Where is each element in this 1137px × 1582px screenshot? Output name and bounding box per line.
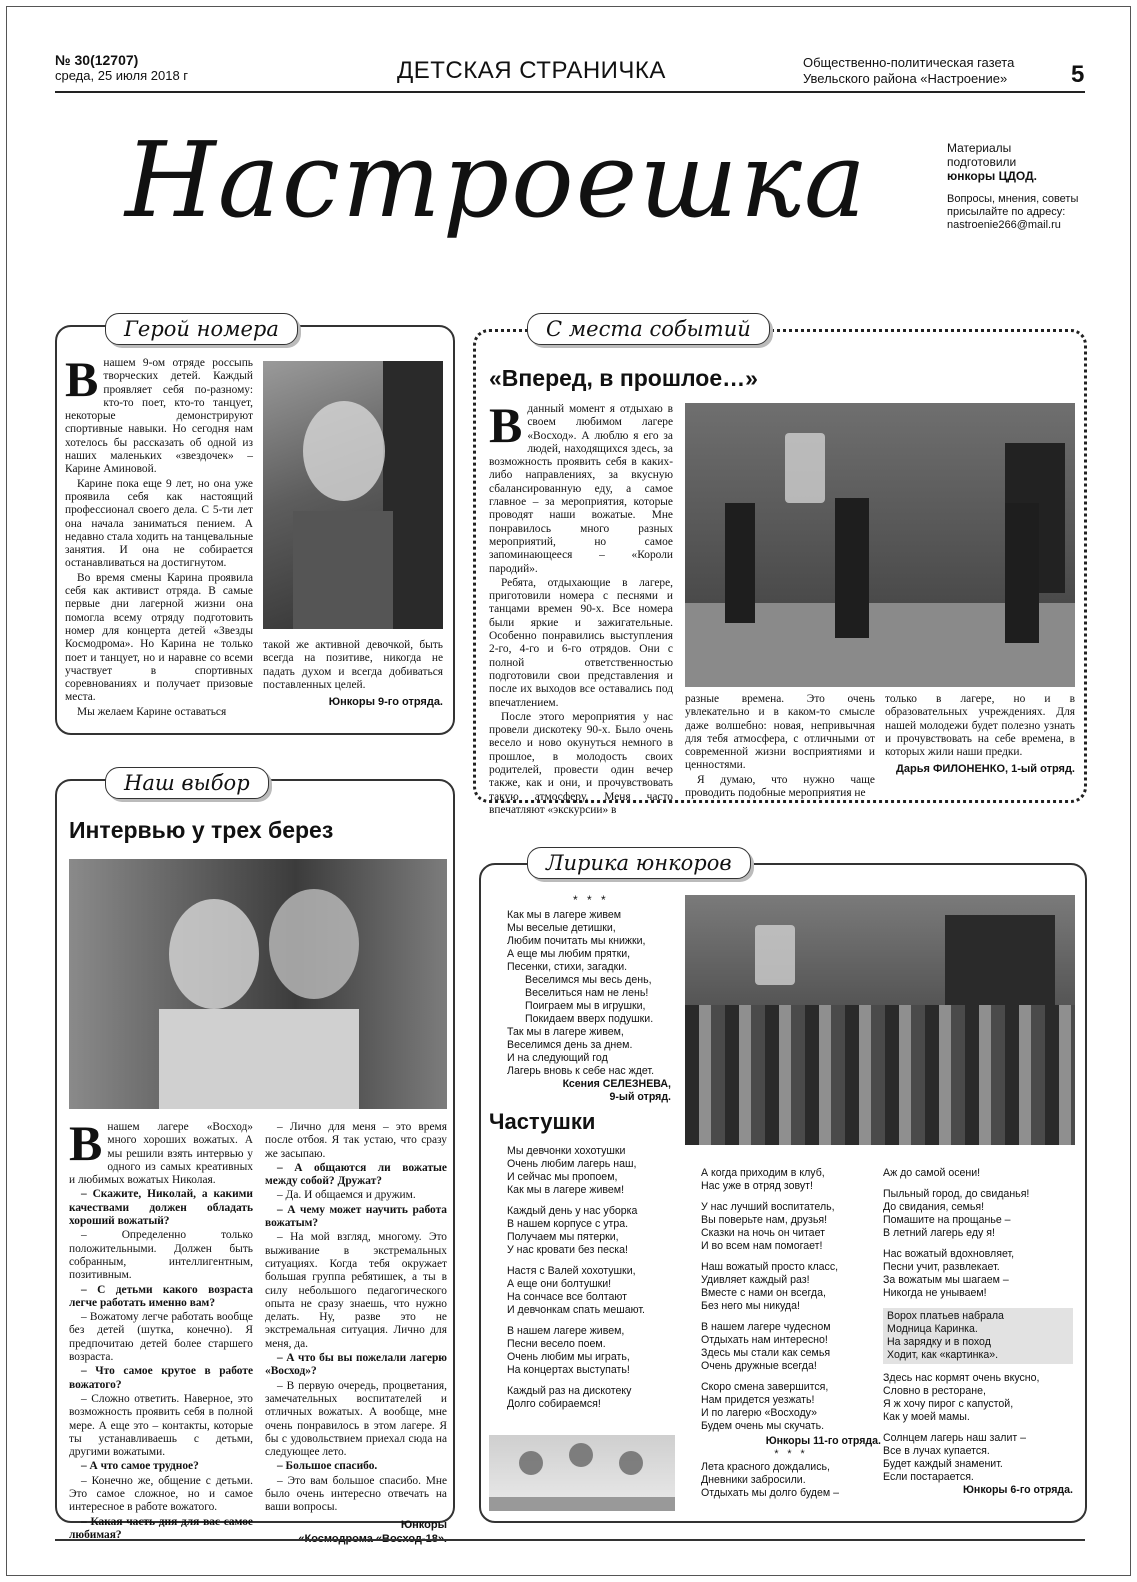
poem-block <box>507 909 671 1104</box>
interview-question-6: – А общаются ли вожатые между собой? Дружат? <box>265 1161 447 1188</box>
issue-date: среда, 25 июля 2018 г <box>55 68 189 83</box>
poem-stanza-2 <box>507 974 671 1026</box>
poem-line: За вожатым мы шагаем – <box>883 1274 1009 1286</box>
ask-line-2: присылайте по адресу: <box>947 206 1066 218</box>
credits-line-1: Материалы <box>947 141 1012 155</box>
stanza <box>507 1205 687 1257</box>
poem-line: Здесь нас кормят очень вкусно, <box>883 1372 1040 1384</box>
poem-line: Каждый день у нас уборка <box>507 1205 638 1217</box>
interview-photo <box>69 859 447 1109</box>
poem-line: Все в лучах купается. <box>883 1445 990 1457</box>
issue-number: № 30(12707) <box>55 52 139 68</box>
event-text-col-2 <box>685 693 875 801</box>
ask-line-1: Вопросы, мнения, советы <box>947 193 1079 205</box>
header-divider <box>55 91 1085 93</box>
interview-answer-8: – В первую очередь, процветания, замечательных воспитателей и отличных вожатых. А вообще, мне очень понравилось в этом лагере. Я бы с удовольствием приехал сюда на следующее лето. <box>265 1379 447 1459</box>
hero-paragraph-3: Во время смены Карина проявила себя как активист отряда. В самые первые дни лагерной жизни она помогла всему отряду подготовить номер для концерта детей «Звезды Космодрома». Но Карина не только поет и танцует, но и наравне со всеми участвует в спортивных соревнованиях и получает призовые места. <box>65 571 253 704</box>
event-paragraph-5: Я думаю, что нужно чаще проводить подобные мероприятия не <box>685 773 875 800</box>
poem-line: Веселимся день за днем. <box>507 1039 633 1051</box>
stanza <box>507 1325 687 1377</box>
poem-signature-1: Ксения СЕЛЕЗНЕВА, <box>562 1078 671 1090</box>
poem-line: И сейчас мы пропоем, <box>507 1171 618 1183</box>
interview-answer-3: – Сложно ответить. Наверное, это возможность проявить себя в полной мере. А еще это – контакты, которые ты устанавливаешь с детьми, другими вожатыми. <box>69 1392 253 1459</box>
poem-line: Так мы в лагере живем, <box>507 1026 624 1038</box>
interview-intro: нашем лагере «Восход» много хороших вожатых. А мы решили взять интервью у одного из самых креативных и любимых вожатых Николая. <box>69 1121 253 1187</box>
interview-signature-2: «Космодрома «Восход-18». <box>298 1532 447 1545</box>
chastushki-col-3 <box>883 1167 1073 1497</box>
newspaper-page <box>6 6 1131 1576</box>
hero-signature: Юнкоры 9-го отряда. <box>328 696 443 709</box>
poem-line: В нашем лагере живем, <box>507 1325 625 1337</box>
event-paragraph-3: После этого мероприятия у нас провели дискотеку 90-х. Было очень весело и ново окунуться немного в прошлое, в молодость своих родителей, провести один вечер также, как и они, и прочувствовать такую атмосферу. Меня часто впечатляют «экскурсии» в <box>489 710 673 816</box>
poem-line: Каждый раз на дискотеку <box>507 1385 632 1397</box>
drop-cap: В <box>489 397 523 453</box>
poem-line: У нас кровати без песка! <box>507 1244 628 1256</box>
poem-line: В нашем корпусе с утра. <box>507 1218 629 1230</box>
poem-line: Наш вожатый просто класс, <box>701 1261 839 1273</box>
stanza <box>701 1261 881 1313</box>
hero-paragraph-5: такой же активной девочкой, быть всегда на позитиве, никогда не падать духом и всегда добиваться поставленных целей. <box>263 639 443 691</box>
poem-line: Очень дружные всегда! <box>701 1360 817 1372</box>
stanza <box>507 1145 687 1197</box>
interview-answer-1: – Определенно только положительными. Должен быть собранным, интеллигентным, позитивным. <box>69 1229 253 1282</box>
poem-line: Ворох платьев набрала <box>887 1310 1004 1322</box>
interview-text-col-1 <box>69 1115 253 1543</box>
stanza <box>701 1321 881 1373</box>
poem-line: До свидания, семья! <box>883 1201 985 1213</box>
stanza <box>883 1432 1073 1484</box>
stanza <box>883 1167 1073 1180</box>
poem-line: На концертах выступать! <box>507 1364 630 1376</box>
chastushki-signature-6: Юнкоры 6-го отряда. <box>963 1484 1073 1496</box>
poem-line: Лета красного дождались, <box>701 1461 830 1473</box>
poem-stanza-1 <box>507 909 671 974</box>
stanza <box>507 1265 687 1317</box>
poem-line: Долго собираемся! <box>507 1398 601 1410</box>
poem-line: Скоро смена завершится, <box>701 1381 829 1393</box>
hero-paragraph-1: нашем 9-ом отряде россыпь творческих детей. Каждый проявляет себя по-разному: кто-то поет, кто-то танцует, некоторые демонстрируют спортивные навыки. Но сегодня нам хотелось бы рассказать об одной из наших маленьких «звездочек» – Карине Аминовой. <box>65 357 253 476</box>
interview-tag: Наш выбор <box>105 767 269 799</box>
poem-line: Как у моей мамы. <box>883 1411 970 1423</box>
credits-line-3: юнкоры ЦДОД. <box>947 169 1037 183</box>
hero-paragraph-2: Карине пока еще 9 лет, но она уже проявила себя как настоящий профессионал своего дела. С 5-ти лет она начала заниматься пением. А недавно стала ходить на танцевальные занятия. И она не собирается останавливаться на достигнутом. <box>65 477 253 570</box>
event-text-col-3 <box>885 693 1075 778</box>
poem-line: На зарядку и в поход <box>887 1336 991 1348</box>
interview-question-5: – Какая часть дня для вас самое любимая? <box>69 1515 253 1541</box>
poem-line: В нашем лагере чудесном <box>701 1321 831 1333</box>
page-number: 5 <box>1071 61 1085 88</box>
poem-line: Будем очень мы скучать. <box>701 1420 825 1432</box>
poem-separator: * * * <box>774 1448 808 1460</box>
interview-text-col-2 <box>265 1121 447 1547</box>
drop-cap: В <box>69 1115 103 1171</box>
poem-line: И девчонкам спать мешают. <box>507 1304 645 1316</box>
hero-paragraph-4: Мы желаем Карине оставаться <box>77 705 227 718</box>
stanza <box>701 1201 881 1253</box>
event-signature: Дарья ФИЛОНЕНКО, 1-ый отряд. <box>896 763 1075 776</box>
poem-line: Словно в ресторане, <box>883 1385 986 1397</box>
interview-answer-5: – Лично для меня – это время после отбоя. Я так устаю, что сразу же засыпаю. <box>265 1121 447 1160</box>
poem-line: Поиграем мы в игрушки, <box>525 1000 646 1012</box>
poem-line: Здесь мы стали как семья <box>701 1347 831 1359</box>
poem-line: Нас уже в отряд зовут! <box>701 1180 813 1192</box>
interview-question-3: – Что самое крутое в работе вожатого? <box>69 1365 253 1391</box>
poem-line: Я ж хочу пирог с капустой, <box>883 1398 1014 1410</box>
issue-info <box>55 53 188 83</box>
hero-tag: Герой номера <box>105 313 298 345</box>
poem-line: Веселимся мы весь день, <box>525 974 652 986</box>
chastushki-title: Частушки <box>489 1109 596 1134</box>
poem-line: Вместе с нами он всегда, <box>701 1287 826 1299</box>
poem-line: Сказки на ночь он читает <box>701 1227 825 1239</box>
paper-line-1: Общественно-политическая газета <box>803 55 1015 70</box>
hero-text-col-1 <box>65 351 253 720</box>
poem-line: Аж до самой осени! <box>883 1167 981 1179</box>
poem-line: Если постарается. <box>883 1471 974 1483</box>
event-photo <box>685 403 1075 687</box>
interview-answer-6: – Да. И общаемся и дружим. <box>277 1189 416 1202</box>
chastushki-signature-11: Юнкоры 11-го отряда. <box>765 1435 881 1447</box>
poem-line: Мы девчонки хохотушки <box>507 1145 626 1157</box>
poem-separator: * * * <box>573 893 609 907</box>
poem-line: Песни весело поем. <box>507 1338 606 1350</box>
stanza <box>883 1372 1073 1424</box>
poem-line: Нас вожатый вдохновляет, <box>883 1248 1015 1260</box>
contact-email[interactable]: nastroenie266@mail.ru <box>947 219 1061 231</box>
event-title: «Вперед, в прошлое…» <box>489 365 758 391</box>
event-paragraph-4: разные времена. Это очень увлекательно и в каком-то смысле даже волшебно: новая, непривычная для тебя атмосфера, с отличными от современной жизни восприятиями и ценностями. <box>685 693 875 772</box>
stanza <box>507 1385 687 1411</box>
interview-answer-9: – Это вам большое спасибо. Мне было очень интересно отвечать на ваши вопросы. <box>265 1474 447 1514</box>
kids-illustration <box>489 1435 675 1511</box>
poem-line: У нас лучший воспитатель, <box>701 1201 835 1213</box>
contact-block <box>947 193 1097 232</box>
poem-line: И на следующий год <box>507 1052 608 1064</box>
poem-stanza-3 <box>507 1026 671 1078</box>
interview-title: Интервью у трех берез <box>69 817 334 843</box>
stanza <box>701 1381 881 1433</box>
poem-line: А когда приходим в клуб, <box>701 1167 825 1179</box>
event-tag: С места событий <box>527 313 770 345</box>
poem-line: В летний лагерь еду я! <box>883 1227 995 1239</box>
poem-line: Модница Каринка. <box>887 1323 978 1335</box>
interview-question-8: – А что бы вы пожелали лагерю «Восход»? <box>265 1352 447 1378</box>
interview-answer-7: – На мой взгляд, многому. Это выживание в экстремальных ситуациях. Когда тебя окружает большая группа ребятишек, а ты в силу небольшого педагогического опыта не сразу знаешь, что нужно делать. Ну, разве это не экстремальная ситуация. Лично для меня, да. <box>265 1231 447 1350</box>
poem-line: На сончасе все болтают <box>507 1291 627 1303</box>
poem-line: Мы веселые детишки, <box>507 922 616 934</box>
chastushki-col-2 <box>701 1167 881 1500</box>
poem-line: Веселиться нам не лень! <box>525 987 649 999</box>
poem-line: Будет каждый знаменит. <box>883 1458 1003 1470</box>
stanza <box>883 1248 1073 1300</box>
paper-info <box>803 55 1014 87</box>
poem-line: Как мы в лагере живем <box>507 909 622 921</box>
poem-line: Дневники забросили. <box>701 1474 806 1486</box>
event-paragraph-1: данный момент я отдыхаю в своем любимом лагере «Восход». А люблю я его за людей, находящихся здесь, за возможность проявить себя в каких-либо направлениях, за вкусную сбалансированную еду, а самое главное – за мероприятия, которые проводят наши вожатые. Мне понравилось много разных мероприятий, но самое запоминающееся – «Короли пародий». <box>489 403 673 575</box>
poem-line: Пыльный город, до свиданья! <box>883 1188 1030 1200</box>
stanza <box>883 1188 1073 1240</box>
event-paragraph-6: только в лагере, но и в образовательных учреждениях. Для нашей молодежи будет полезно узнать и прочувствовать на себе времена, в которых жили наши предки. <box>885 693 1075 759</box>
stanza <box>701 1167 881 1193</box>
poem-line: Песенки, стихи, загадки. <box>507 961 628 973</box>
poem-line: И во всем нам помогает! <box>701 1240 823 1252</box>
poem-line: Удивляет каждый раз! <box>701 1274 810 1286</box>
poem-line: Лагерь вновь к себе нас ждет. <box>507 1065 655 1077</box>
drop-cap: В <box>65 351 99 407</box>
credits-line-2: подготовили <box>947 155 1017 169</box>
event-text-col-1 <box>489 397 673 818</box>
interview-signature-1: Юнкоры <box>400 1518 447 1531</box>
poem-line: Любим почитать мы книжки, <box>507 935 646 947</box>
poem-line: Никогда не унываем! <box>883 1287 987 1299</box>
poem-line: Отдыхать нам интересно! <box>701 1334 828 1346</box>
footer-divider <box>55 1539 1085 1541</box>
credits-block <box>947 141 1097 232</box>
lyrics-photo <box>685 895 1075 1145</box>
poem-signature-2: 9-ый отряд. <box>609 1091 671 1103</box>
interview-answer-2: – Вожатому легче работать вообще без детей (шутка, конечно). Я предпочитаю детей более старшего возраста. <box>69 1311 253 1364</box>
interview-question-9: – Большое спасибо. <box>277 1460 378 1473</box>
poem-line: Очень любим мы играть, <box>507 1351 630 1363</box>
lyrics-tag: Лирика юнкоров <box>527 847 751 879</box>
poem-line: Без него мы никуда! <box>701 1300 800 1312</box>
paper-line-2: Увельского района «Настроение» <box>803 71 1008 86</box>
event-paragraph-2: Ребята, отдыхающие в лагере, приготовили номера с песнями и танцами времен 90-х. Все номера были яркие и зажигательные. Особенно понравились выступления 2-го, 4-го и 6-го отрядов. Они с полной ответственностью подготовили свои представления и после их выходов все оставались под впечатлением. <box>489 576 673 709</box>
poem-line: Покидаем вверх подушки. <box>525 1013 654 1025</box>
poem-line: Песни учит, развлекает. <box>883 1261 1000 1273</box>
poem-line: Очень любим лагерь наш, <box>507 1158 637 1170</box>
hero-photo <box>263 361 443 629</box>
interview-question-4: – А что самое трудное? <box>81 1460 199 1473</box>
poem-line: Получаем мы пятерки, <box>507 1231 619 1243</box>
poem-line: А еще они болтушки! <box>507 1278 612 1290</box>
interview-question-1: – Скажите, Николай, а какими качествами должен обладать хороший вожатый? <box>69 1188 253 1228</box>
section-title: ДЕТСКАЯ СТРАНИЧКА <box>397 57 666 84</box>
poem-line: Отдыхать мы долго будем – <box>701 1487 839 1499</box>
poem-line: Как мы в лагере живем! <box>507 1184 625 1196</box>
interview-question-2: – С детьми какого возраста легче работать именно вам? <box>69 1283 253 1309</box>
poem-line: Вы поверьте нам, друзья! <box>701 1214 828 1226</box>
poem-line: А еще мы любим прятки, <box>507 948 631 960</box>
masthead-title: Настроешка <box>125 119 868 241</box>
poem-line: И по лагерю «Восходу» <box>701 1407 817 1419</box>
interview-question-7: – А чему может научить работа вожатым? <box>265 1203 447 1230</box>
hero-text-col-2 <box>263 639 443 710</box>
poem-line: Помашите на прощанье – <box>883 1214 1011 1226</box>
poem-line: Настя с Валей хохотушки, <box>507 1265 636 1277</box>
poem-line: Ходит, как «картинка». <box>887 1349 999 1361</box>
interview-answer-4: – Конечно же, общение с детьми. Это самое сложное, но и самое интересное в работе вожатого. <box>69 1474 253 1514</box>
poem-line: Солнцем лагерь наш залит – <box>883 1432 1027 1444</box>
chastushki-col-1 <box>507 1145 687 1419</box>
stanza-highlighted <box>883 1308 1073 1364</box>
poem-line: Нам придется уезжать! <box>701 1394 815 1406</box>
